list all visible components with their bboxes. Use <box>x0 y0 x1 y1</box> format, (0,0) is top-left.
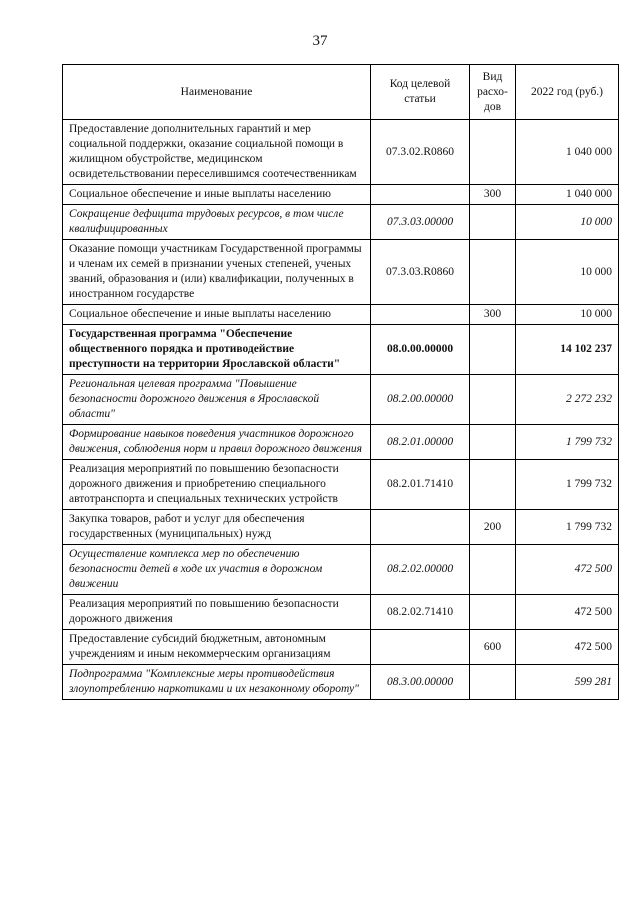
row-amount-cell: 14 102 237 <box>516 325 619 375</box>
row-code-cell: 08.2.02.00000 <box>371 545 470 595</box>
row-code-cell: 08.2.00.00000 <box>371 375 470 425</box>
row-amount-cell: 1 799 732 <box>516 460 619 510</box>
row-amount-cell: 472 500 <box>516 630 619 665</box>
row-code-cell <box>371 630 470 665</box>
row-name-cell: Закупка товаров, работ и услуг для обеспечения государственных (муниципальных) нужд <box>63 510 371 545</box>
row-name-cell: Формирование навыков поведения участников дорожного движения, соблюдения норм и правил дорожного движения <box>63 425 371 460</box>
table-row <box>63 375 619 425</box>
row-type-cell <box>470 595 516 630</box>
row-amount-cell: 10 000 <box>516 205 619 240</box>
row-code-cell <box>371 185 470 205</box>
table-row <box>63 120 619 185</box>
header-amount: 2022 год (руб.) <box>516 65 619 120</box>
row-name-cell: Подпрограмма "Комплексные меры противодействия злоупотреблению наркотиками и их незаконному обороту" <box>63 665 371 700</box>
row-name-cell: Социальное обеспечение и иные выплаты населению <box>63 305 371 325</box>
row-name-cell: Социальное обеспечение и иные выплаты населению <box>63 185 371 205</box>
row-name-cell: Реализация мероприятий по повышению безопасности дорожного движения и приобретению специального автотранспорта и специальных технических устройств <box>63 460 371 510</box>
row-amount-cell: 2 272 232 <box>516 375 619 425</box>
table-header-row <box>63 65 619 120</box>
page-number: 37 <box>312 33 328 49</box>
row-amount-cell: 1 040 000 <box>516 185 619 205</box>
row-name-cell: Реализация мероприятий по повышению безопасности дорожного движения <box>63 595 371 630</box>
row-name-cell: Оказание помощи участникам Государственной программы и членам их семей в признании ученых степеней, ученых званий, образования и (или) квалификации, полученных в иностранном государстве <box>63 240 371 305</box>
row-type-cell: 300 <box>470 185 516 205</box>
table-row <box>63 185 619 205</box>
row-type-cell <box>470 665 516 700</box>
row-code-cell <box>371 510 470 545</box>
row-type-cell <box>470 240 516 305</box>
row-name-cell: Предоставление субсидий бюджетным, автономным учреждениям и иным некоммерческим организациям <box>63 630 371 665</box>
table-row <box>63 595 619 630</box>
row-type-cell <box>470 205 516 240</box>
row-type-cell <box>470 325 516 375</box>
row-type-cell: 200 <box>470 510 516 545</box>
row-amount-cell: 10 000 <box>516 240 619 305</box>
row-name-cell: Региональная целевая программа "Повышение безопасности дорожного движения в Ярославской области" <box>63 375 371 425</box>
row-type-cell <box>470 120 516 185</box>
row-name-cell: Государственная программа "Обеспечение общественного порядка и противодействие преступности на территории Ярославской области" <box>63 325 371 375</box>
table-row <box>63 545 619 595</box>
table-row <box>63 205 619 240</box>
row-code-cell: 08.2.02.71410 <box>371 595 470 630</box>
row-name-cell: Осуществление комплекса мер по обеспечению безопасности детей в ходе их участия в дорожном движении <box>63 545 371 595</box>
row-code-cell: 08.2.01.71410 <box>371 460 470 510</box>
table-row <box>63 510 619 545</box>
row-type-cell: 600 <box>470 630 516 665</box>
row-amount-cell: 472 500 <box>516 545 619 595</box>
header-type: Вид расхо-дов <box>470 65 516 120</box>
budget-table <box>62 64 619 700</box>
row-code-cell <box>371 305 470 325</box>
row-type-cell: 300 <box>470 305 516 325</box>
row-amount-cell: 472 500 <box>516 595 619 630</box>
row-code-cell: 08.0.00.00000 <box>371 325 470 375</box>
header-code: Код целевой статьи <box>371 65 470 120</box>
row-name-cell: Предоставление дополнительных гарантий и мер социальной поддержки, оказание социальной помощи в жилищном обустройстве, медицинском освидетельствовании переселившимся соотечественникам <box>63 120 371 185</box>
row-code-cell: 08.2.01.00000 <box>371 425 470 460</box>
row-type-cell <box>470 425 516 460</box>
row-type-cell <box>470 460 516 510</box>
table-row <box>63 240 619 305</box>
table-row <box>63 325 619 375</box>
row-code-cell: 08.3.00.00000 <box>371 665 470 700</box>
row-amount-cell: 1 040 000 <box>516 120 619 185</box>
row-amount-cell: 10 000 <box>516 305 619 325</box>
row-type-cell <box>470 375 516 425</box>
table-row <box>63 305 619 325</box>
row-type-cell <box>470 545 516 595</box>
row-name-cell: Сокращение дефицита трудовых ресурсов, в том числе квалифицированных <box>63 205 371 240</box>
table-row <box>63 630 619 665</box>
row-code-cell: 07.3.03.R0860 <box>371 240 470 305</box>
header-name: Наименование <box>63 65 371 120</box>
row-code-cell: 07.3.02.R0860 <box>371 120 470 185</box>
table-row <box>63 460 619 510</box>
row-amount-cell: 1 799 732 <box>516 425 619 460</box>
table-row <box>63 665 619 700</box>
row-amount-cell: 599 281 <box>516 665 619 700</box>
row-code-cell: 07.3.03.00000 <box>371 205 470 240</box>
table-row <box>63 425 619 460</box>
row-amount-cell: 1 799 732 <box>516 510 619 545</box>
